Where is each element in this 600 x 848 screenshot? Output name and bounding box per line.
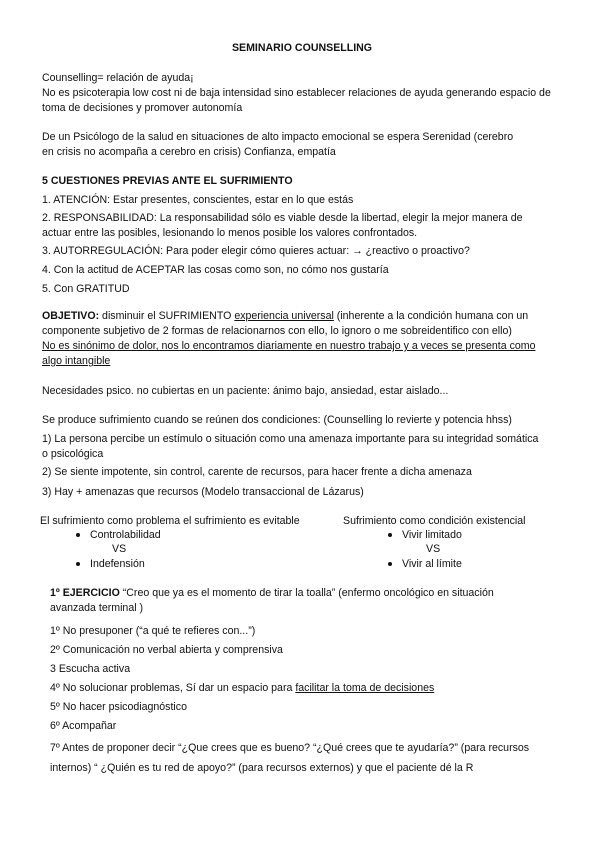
cuestion-item-4: 4. Con la actitud de ACEPTAR las cosas como son, no cómo nos gustaría <box>42 264 389 276</box>
cuestion-item-1: 1. ATENCIÓN: Estar presentes, conscientes, estar en lo que estás <box>42 194 354 206</box>
left-bullet-1 <box>76 528 161 543</box>
ejercicio-label: 1º EJERCICIO <box>50 587 120 599</box>
intro-line-1: Counselling= relación de ayuda¡ <box>42 72 194 84</box>
cuestion-item-3: 3. AUTORREGULACIÓN: Para poder elegir cómo quieres actuar: → ¿reactivo o proactivo? <box>42 245 470 257</box>
objetivo-underlined: experiencia universal <box>234 310 334 322</box>
objetivo-text-2: (inherente a la condición humana con un componente subjetivo de 2 formas de relacionarnos con ello, lo ignoro o me sobreidentifico con ello) <box>42 310 529 337</box>
ejercicio-text: “Creo que ya es el momento de tirar la toalla” (enfermo oncológico en situación avanzada terminal ) <box>50 587 494 614</box>
right-bullet-1 <box>388 528 462 543</box>
ejercicio-step-4-prefix: 4º No solucionar problemas, Sí dar un espacio para <box>50 682 296 694</box>
ejercicio-step-6: 6º Acompañar <box>50 720 117 732</box>
left-bullet-2-label: Indefensión <box>90 558 145 570</box>
ejercicio-step-7: 7º Antes de proponer decir “¿Que crees que es bueno? “¿Qué crees que te ayudaría?” (para recursos internos) “ ¿Quién es tu red de apoyo?” (para recursos externos) y que el paciente dé la R <box>50 742 530 774</box>
page-title: SEMINARIO COUNSELLING <box>231 42 373 54</box>
intro-paragraph-2: De un Psicólogo de la salud en situaciones de alto impacto emocional se espera Serenidad (cerebro en crisis no acompaña a cerebro en crisis) Confianza, empatía <box>42 131 514 158</box>
right-vs: VS <box>426 543 441 555</box>
ejercicio-step-4-underlined: facilitar la toma de decisiones <box>295 682 435 694</box>
right-bullet-2 <box>388 557 462 572</box>
left-vs: VS <box>112 543 127 555</box>
cuestion-item-2: 2. RESPONSABILIDAD: La responsabilidad sólo es viable desde la libertad, elegir la mejor manera de actuar entre las posibles, lesionando lo menos posible los valores confrontados. <box>42 212 523 239</box>
bullet-dot <box>76 562 80 566</box>
bullet-dot <box>76 533 80 537</box>
intro-line-2: No es psicoterapia low cost ni de baja intensidad sino establecer relaciones de ayuda generando espacio de toma de decisiones y promover autonomía <box>42 87 551 114</box>
ejercicio-step-2: 2º Comunicación no verbal abierta y comprensiva <box>50 644 283 656</box>
objetivo-paragraph <box>42 309 552 369</box>
objetivo-text-1: disminuir el SUFRIMIENTO <box>99 310 235 322</box>
left-bullet-2 <box>76 557 145 572</box>
ejercicio-step-3: 3 Escucha activa <box>50 663 131 675</box>
necesidades-text: Necesidades psico. no cubiertas en un paciente: ánimo bajo, ansiedad, estar aislado... <box>42 385 449 397</box>
condicion-item-1: 1) La persona percibe un estímulo o situación como una amenaza importante para su integridad somática o psicológica <box>42 433 539 460</box>
objetivo-underlined-2: No es sinónimo de dolor, nos lo encontramos diariamente en nuestro trabajo y a veces se presenta como algo intangible <box>42 340 536 367</box>
bullet-dot <box>388 533 392 537</box>
right-column-heading: Sufrimiento como condición existencial <box>343 515 526 527</box>
condicion-item-2: 2) Se siente impotente, sin control, carente de recursos, para hacer frente a dicha amenaza <box>42 466 472 478</box>
ejercicio-step-5: 5º No hacer psicodiagnóstico <box>50 701 187 713</box>
ejercicio-step-4 <box>50 681 570 696</box>
left-column-heading: El sufrimiento como problema el sufrimiento es evitable <box>40 515 300 527</box>
bullet-dot <box>388 562 392 566</box>
right-bullet-2-label: Vivir al límite <box>402 558 462 570</box>
cuestion-item-5: 5. Con GRATITUD <box>42 283 130 295</box>
ejercicio-step-1: 1º No presuponer (“a qué te refieres con...”) <box>50 625 256 637</box>
condicion-item-3: 3) Hay + amenazas que recursos (Modelo transaccional de Lázarus) <box>42 486 364 498</box>
right-bullet-1-label: Vivir limitado <box>402 529 462 541</box>
objetivo-label: OBJETIVO: <box>42 310 100 322</box>
cuestiones-heading: 5 CUESTIONES PREVIAS ANTE EL SUFRIMIENTO <box>42 175 293 187</box>
left-bullet-1-label: Controlabilidad <box>90 529 161 541</box>
ejercicio-heading <box>50 586 530 616</box>
condiciones-intro: Se produce sufrimiento cuando se reúnen dos condiciones: (Counselling lo revierte y potencia hhss) <box>42 414 512 426</box>
